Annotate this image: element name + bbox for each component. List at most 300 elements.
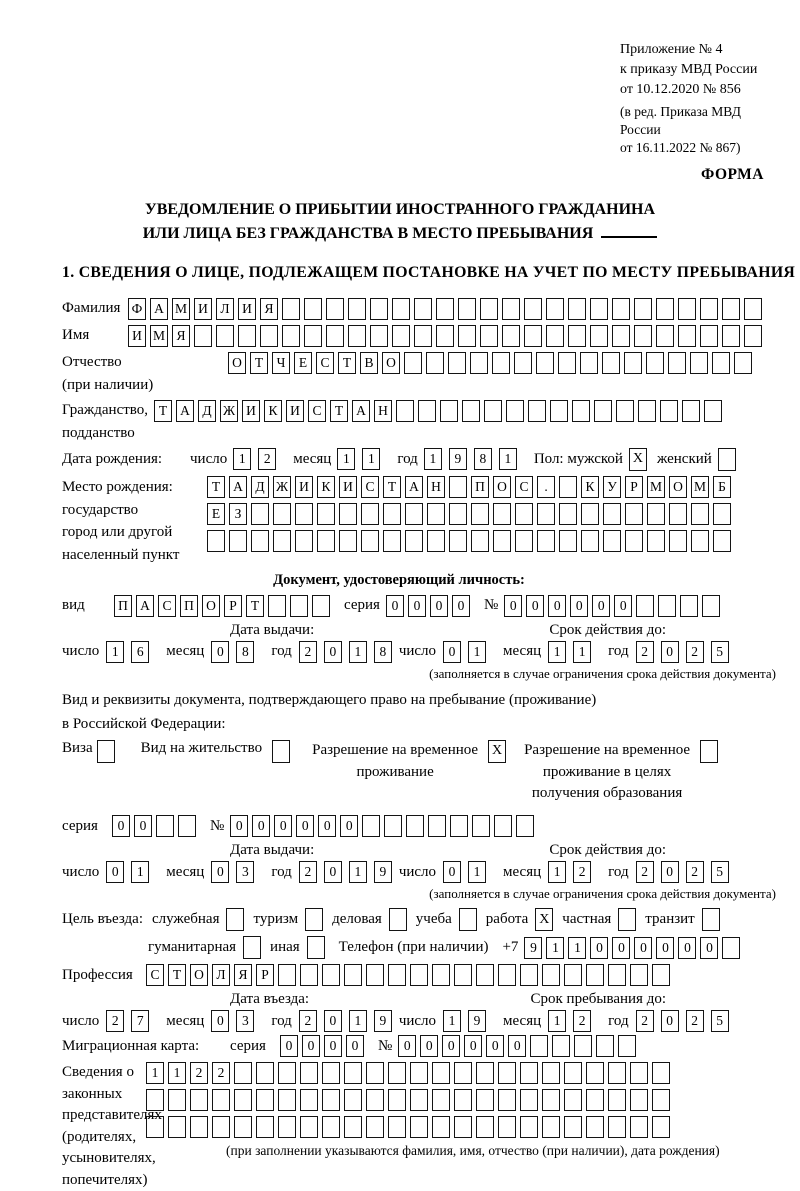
char-box[interactable] bbox=[476, 964, 494, 986]
char-box[interactable] bbox=[722, 298, 740, 320]
char-box[interactable]: С bbox=[146, 964, 164, 986]
char-box[interactable] bbox=[550, 400, 568, 422]
char-box[interactable] bbox=[559, 530, 577, 552]
char-box[interactable]: 0 bbox=[302, 1035, 320, 1057]
char-box[interactable]: Т bbox=[330, 400, 348, 422]
char-box[interactable]: 0 bbox=[211, 641, 229, 663]
residence-permit-checkbox[interactable] bbox=[272, 740, 290, 763]
char-box[interactable] bbox=[634, 325, 652, 347]
char-box[interactable] bbox=[194, 325, 212, 347]
char-box[interactable]: 8 bbox=[374, 641, 392, 663]
char-box[interactable] bbox=[546, 298, 564, 320]
char-box[interactable] bbox=[713, 503, 731, 525]
char-box[interactable] bbox=[586, 1089, 604, 1111]
purpose-transit-checkbox[interactable] bbox=[702, 908, 720, 931]
char-box[interactable]: 0 bbox=[398, 1035, 416, 1057]
char-box[interactable] bbox=[596, 1035, 614, 1057]
char-box[interactable]: 0 bbox=[230, 815, 248, 837]
char-box[interactable]: Б bbox=[713, 476, 731, 498]
char-box[interactable]: 9 bbox=[524, 937, 542, 959]
char-box[interactable] bbox=[602, 352, 620, 374]
char-box[interactable] bbox=[506, 400, 524, 422]
char-box[interactable] bbox=[344, 1089, 362, 1111]
char-box[interactable]: Т bbox=[246, 595, 264, 617]
char-box[interactable] bbox=[564, 1116, 582, 1138]
char-box[interactable] bbox=[669, 503, 687, 525]
char-box[interactable]: С bbox=[361, 476, 379, 498]
char-box[interactable] bbox=[472, 815, 490, 837]
char-box[interactable]: 0 bbox=[452, 595, 470, 617]
char-box[interactable] bbox=[630, 1089, 648, 1111]
char-box[interactable] bbox=[405, 503, 423, 525]
char-box[interactable] bbox=[216, 325, 234, 347]
char-box[interactable] bbox=[273, 530, 291, 552]
char-box[interactable]: 5 bbox=[711, 1010, 729, 1032]
char-box[interactable] bbox=[603, 503, 621, 525]
char-box[interactable] bbox=[537, 503, 555, 525]
char-box[interactable] bbox=[251, 530, 269, 552]
char-box[interactable] bbox=[458, 298, 476, 320]
char-box[interactable] bbox=[630, 964, 648, 986]
char-box[interactable] bbox=[454, 1089, 472, 1111]
char-box[interactable] bbox=[744, 325, 762, 347]
char-box[interactable] bbox=[564, 964, 582, 986]
char-box[interactable] bbox=[404, 352, 422, 374]
char-box[interactable] bbox=[564, 1089, 582, 1111]
char-box[interactable] bbox=[722, 937, 740, 959]
char-box[interactable] bbox=[586, 1062, 604, 1084]
char-box[interactable]: 0 bbox=[420, 1035, 438, 1057]
char-box[interactable]: 0 bbox=[280, 1035, 298, 1057]
char-box[interactable]: Т bbox=[383, 476, 401, 498]
char-box[interactable]: Д bbox=[251, 476, 269, 498]
char-box[interactable]: 0 bbox=[634, 937, 652, 959]
char-box[interactable] bbox=[278, 964, 296, 986]
char-box[interactable] bbox=[432, 1089, 450, 1111]
char-box[interactable]: А bbox=[405, 476, 423, 498]
char-box[interactable] bbox=[256, 1116, 274, 1138]
char-box[interactable] bbox=[234, 1089, 252, 1111]
char-box[interactable] bbox=[190, 1089, 208, 1111]
char-box[interactable]: 2 bbox=[573, 1010, 591, 1032]
char-box[interactable] bbox=[428, 815, 446, 837]
purpose-study-checkbox[interactable] bbox=[459, 908, 477, 931]
char-box[interactable]: 0 bbox=[443, 641, 461, 663]
char-box[interactable] bbox=[514, 352, 532, 374]
char-box[interactable]: 1 bbox=[548, 861, 566, 883]
char-box[interactable] bbox=[146, 1089, 164, 1111]
char-box[interactable] bbox=[361, 530, 379, 552]
char-box[interactable]: К bbox=[581, 476, 599, 498]
char-box[interactable]: 9 bbox=[468, 1010, 486, 1032]
char-box[interactable] bbox=[449, 476, 467, 498]
char-box[interactable] bbox=[608, 1116, 626, 1138]
char-box[interactable] bbox=[568, 325, 586, 347]
char-box[interactable] bbox=[608, 1062, 626, 1084]
char-box[interactable]: 2 bbox=[299, 1010, 317, 1032]
char-box[interactable] bbox=[581, 530, 599, 552]
char-box[interactable] bbox=[520, 964, 538, 986]
char-box[interactable] bbox=[405, 530, 423, 552]
char-box[interactable] bbox=[480, 325, 498, 347]
char-box[interactable] bbox=[700, 298, 718, 320]
char-box[interactable] bbox=[168, 1089, 186, 1111]
char-box[interactable] bbox=[383, 530, 401, 552]
char-box[interactable]: 0 bbox=[678, 937, 696, 959]
char-box[interactable]: Т bbox=[338, 352, 356, 374]
char-box[interactable] bbox=[476, 1116, 494, 1138]
char-box[interactable] bbox=[590, 325, 608, 347]
char-box[interactable] bbox=[492, 352, 510, 374]
char-box[interactable] bbox=[656, 298, 674, 320]
char-box[interactable] bbox=[384, 815, 402, 837]
char-box[interactable]: Л bbox=[216, 298, 234, 320]
char-box[interactable] bbox=[156, 815, 174, 837]
char-box[interactable]: 2 bbox=[686, 1010, 704, 1032]
char-box[interactable] bbox=[300, 1062, 318, 1084]
char-box[interactable]: 1 bbox=[146, 1062, 164, 1084]
char-box[interactable] bbox=[494, 815, 512, 837]
char-box[interactable]: 1 bbox=[548, 1010, 566, 1032]
char-box[interactable]: Н bbox=[427, 476, 445, 498]
char-box[interactable] bbox=[546, 325, 564, 347]
char-box[interactable]: 0 bbox=[508, 1035, 526, 1057]
char-box[interactable]: 1 bbox=[362, 448, 380, 470]
char-box[interactable]: К bbox=[317, 476, 335, 498]
char-box[interactable]: 7 bbox=[131, 1010, 149, 1032]
char-box[interactable] bbox=[361, 503, 379, 525]
temp-permit-checkbox[interactable]: X bbox=[488, 740, 506, 763]
char-box[interactable] bbox=[410, 1089, 428, 1111]
char-box[interactable] bbox=[612, 325, 630, 347]
char-box[interactable] bbox=[370, 325, 388, 347]
char-box[interactable] bbox=[432, 1116, 450, 1138]
char-box[interactable] bbox=[295, 530, 313, 552]
purpose-business-checkbox[interactable] bbox=[389, 908, 407, 931]
char-box[interactable] bbox=[476, 1062, 494, 1084]
char-box[interactable] bbox=[630, 1116, 648, 1138]
char-box[interactable] bbox=[630, 1062, 648, 1084]
char-box[interactable] bbox=[396, 400, 414, 422]
char-box[interactable]: 1 bbox=[468, 861, 486, 883]
char-box[interactable] bbox=[480, 298, 498, 320]
char-box[interactable] bbox=[520, 1089, 538, 1111]
char-box[interactable] bbox=[574, 1035, 592, 1057]
char-box[interactable]: 0 bbox=[661, 641, 679, 663]
char-box[interactable]: 2 bbox=[258, 448, 276, 470]
char-box[interactable] bbox=[744, 298, 762, 320]
char-box[interactable] bbox=[256, 1089, 274, 1111]
char-box[interactable] bbox=[178, 815, 196, 837]
char-box[interactable]: 0 bbox=[386, 595, 404, 617]
char-box[interactable]: 0 bbox=[443, 861, 461, 883]
char-box[interactable] bbox=[212, 1116, 230, 1138]
char-box[interactable]: 1 bbox=[337, 448, 355, 470]
char-box[interactable]: 9 bbox=[374, 861, 392, 883]
char-box[interactable]: 0 bbox=[590, 937, 608, 959]
char-box[interactable]: 2 bbox=[573, 861, 591, 883]
char-box[interactable] bbox=[410, 964, 428, 986]
char-box[interactable] bbox=[603, 530, 621, 552]
char-box[interactable] bbox=[366, 1116, 384, 1138]
char-box[interactable] bbox=[612, 298, 630, 320]
char-box[interactable] bbox=[471, 530, 489, 552]
char-box[interactable] bbox=[704, 400, 722, 422]
char-box[interactable] bbox=[542, 1116, 560, 1138]
char-box[interactable] bbox=[722, 325, 740, 347]
char-box[interactable] bbox=[572, 400, 590, 422]
char-box[interactable] bbox=[669, 530, 687, 552]
char-box[interactable]: И bbox=[238, 298, 256, 320]
char-box[interactable]: 0 bbox=[700, 937, 718, 959]
char-box[interactable]: Н bbox=[374, 400, 392, 422]
char-box[interactable] bbox=[564, 1062, 582, 1084]
char-box[interactable] bbox=[624, 352, 642, 374]
char-box[interactable] bbox=[388, 1116, 406, 1138]
char-box[interactable] bbox=[366, 1089, 384, 1111]
char-box[interactable] bbox=[678, 325, 696, 347]
char-box[interactable] bbox=[339, 530, 357, 552]
char-box[interactable]: 2 bbox=[636, 641, 654, 663]
char-box[interactable] bbox=[436, 325, 454, 347]
char-box[interactable] bbox=[502, 325, 520, 347]
char-box[interactable] bbox=[339, 503, 357, 525]
char-box[interactable] bbox=[282, 298, 300, 320]
char-box[interactable] bbox=[290, 595, 308, 617]
char-box[interactable] bbox=[734, 352, 752, 374]
char-box[interactable] bbox=[581, 503, 599, 525]
char-box[interactable]: 0 bbox=[296, 815, 314, 837]
char-box[interactable]: 2 bbox=[212, 1062, 230, 1084]
char-box[interactable]: Р bbox=[224, 595, 242, 617]
purpose-tourism-checkbox[interactable] bbox=[305, 908, 323, 931]
char-box[interactable]: 1 bbox=[424, 448, 442, 470]
char-box[interactable]: 0 bbox=[112, 815, 130, 837]
char-box[interactable] bbox=[418, 400, 436, 422]
char-box[interactable]: 0 bbox=[464, 1035, 482, 1057]
char-box[interactable]: М bbox=[691, 476, 709, 498]
char-box[interactable] bbox=[493, 530, 511, 552]
char-box[interactable] bbox=[212, 1089, 230, 1111]
char-box[interactable] bbox=[344, 1062, 362, 1084]
edu-permit-checkbox[interactable] bbox=[700, 740, 718, 763]
char-box[interactable]: 0 bbox=[134, 815, 152, 837]
char-box[interactable]: 0 bbox=[504, 595, 522, 617]
char-box[interactable] bbox=[278, 1062, 296, 1084]
char-box[interactable]: О bbox=[228, 352, 246, 374]
char-box[interactable]: О bbox=[493, 476, 511, 498]
char-box[interactable]: 1 bbox=[349, 861, 367, 883]
char-box[interactable] bbox=[618, 1035, 636, 1057]
char-box[interactable]: 0 bbox=[430, 595, 448, 617]
char-box[interactable]: Т bbox=[154, 400, 172, 422]
char-box[interactable] bbox=[300, 1116, 318, 1138]
char-box[interactable] bbox=[638, 400, 656, 422]
char-box[interactable] bbox=[493, 503, 511, 525]
char-box[interactable] bbox=[590, 298, 608, 320]
char-box[interactable]: Л bbox=[212, 964, 230, 986]
char-box[interactable]: П bbox=[114, 595, 132, 617]
char-box[interactable]: Я bbox=[172, 325, 190, 347]
char-box[interactable]: И bbox=[339, 476, 357, 498]
char-box[interactable]: 0 bbox=[324, 1010, 342, 1032]
char-box[interactable] bbox=[370, 298, 388, 320]
char-box[interactable]: Т bbox=[207, 476, 225, 498]
char-box[interactable] bbox=[542, 1089, 560, 1111]
char-box[interactable]: Ч bbox=[272, 352, 290, 374]
char-box[interactable] bbox=[454, 964, 472, 986]
visa-checkbox[interactable] bbox=[97, 740, 115, 763]
char-box[interactable]: М bbox=[647, 476, 665, 498]
char-box[interactable]: 2 bbox=[106, 1010, 124, 1032]
char-box[interactable]: С bbox=[316, 352, 334, 374]
char-box[interactable] bbox=[450, 815, 468, 837]
char-box[interactable] bbox=[348, 298, 366, 320]
char-box[interactable] bbox=[537, 530, 555, 552]
char-box[interactable] bbox=[713, 530, 731, 552]
char-box[interactable] bbox=[326, 298, 344, 320]
char-box[interactable] bbox=[282, 325, 300, 347]
char-box[interactable]: О bbox=[190, 964, 208, 986]
char-box[interactable] bbox=[542, 1062, 560, 1084]
char-box[interactable]: 2 bbox=[299, 641, 317, 663]
char-box[interactable]: 3 bbox=[236, 861, 254, 883]
char-box[interactable] bbox=[471, 503, 489, 525]
char-box[interactable]: 1 bbox=[568, 937, 586, 959]
char-box[interactable]: И bbox=[194, 298, 212, 320]
char-box[interactable]: П bbox=[471, 476, 489, 498]
char-box[interactable]: 1 bbox=[548, 641, 566, 663]
char-box[interactable]: 1 bbox=[106, 641, 124, 663]
char-box[interactable] bbox=[295, 503, 313, 525]
char-box[interactable] bbox=[524, 325, 542, 347]
char-box[interactable] bbox=[520, 1062, 538, 1084]
char-box[interactable] bbox=[625, 530, 643, 552]
char-box[interactable] bbox=[436, 298, 454, 320]
char-box[interactable]: 0 bbox=[570, 595, 588, 617]
char-box[interactable] bbox=[702, 595, 720, 617]
char-box[interactable] bbox=[256, 1062, 274, 1084]
char-box[interactable] bbox=[462, 400, 480, 422]
char-box[interactable] bbox=[652, 1116, 670, 1138]
char-box[interactable] bbox=[260, 325, 278, 347]
char-box[interactable]: Ж bbox=[273, 476, 291, 498]
char-box[interactable] bbox=[406, 815, 424, 837]
char-box[interactable] bbox=[458, 325, 476, 347]
char-box[interactable] bbox=[530, 1035, 548, 1057]
char-box[interactable]: . bbox=[537, 476, 555, 498]
char-box[interactable] bbox=[322, 1089, 340, 1111]
char-box[interactable]: С bbox=[308, 400, 326, 422]
char-box[interactable]: Ф bbox=[128, 298, 146, 320]
char-box[interactable]: 9 bbox=[449, 448, 467, 470]
char-box[interactable] bbox=[498, 964, 516, 986]
char-box[interactable] bbox=[273, 503, 291, 525]
char-box[interactable]: 5 bbox=[711, 641, 729, 663]
purpose-work-checkbox[interactable]: X bbox=[535, 908, 553, 931]
char-box[interactable] bbox=[383, 503, 401, 525]
char-box[interactable] bbox=[207, 530, 225, 552]
char-box[interactable] bbox=[146, 1116, 164, 1138]
char-box[interactable]: 0 bbox=[106, 861, 124, 883]
char-box[interactable] bbox=[552, 1035, 570, 1057]
char-box[interactable] bbox=[476, 1089, 494, 1111]
char-box[interactable] bbox=[646, 352, 664, 374]
char-box[interactable]: Р bbox=[256, 964, 274, 986]
char-box[interactable]: 2 bbox=[686, 861, 704, 883]
char-box[interactable]: 1 bbox=[349, 1010, 367, 1032]
char-box[interactable] bbox=[528, 400, 546, 422]
char-box[interactable] bbox=[234, 1062, 252, 1084]
char-box[interactable] bbox=[251, 503, 269, 525]
char-box[interactable]: 1 bbox=[468, 641, 486, 663]
char-box[interactable] bbox=[344, 964, 362, 986]
char-box[interactable] bbox=[680, 595, 698, 617]
char-box[interactable]: Д bbox=[198, 400, 216, 422]
char-box[interactable] bbox=[586, 964, 604, 986]
purpose-other-checkbox[interactable] bbox=[307, 936, 325, 959]
char-box[interactable]: 5 bbox=[711, 861, 729, 883]
char-box[interactable] bbox=[542, 964, 560, 986]
char-box[interactable]: 2 bbox=[299, 861, 317, 883]
char-box[interactable]: 0 bbox=[340, 815, 358, 837]
char-box[interactable] bbox=[498, 1116, 516, 1138]
char-box[interactable]: О bbox=[202, 595, 220, 617]
purpose-humanitarian-checkbox[interactable] bbox=[243, 936, 261, 959]
char-box[interactable]: М bbox=[150, 325, 168, 347]
char-box[interactable]: 1 bbox=[168, 1062, 186, 1084]
char-box[interactable] bbox=[498, 1062, 516, 1084]
char-box[interactable] bbox=[300, 1089, 318, 1111]
char-box[interactable]: 0 bbox=[252, 815, 270, 837]
char-box[interactable] bbox=[691, 530, 709, 552]
char-box[interactable]: Е bbox=[207, 503, 225, 525]
char-box[interactable]: 3 bbox=[236, 1010, 254, 1032]
char-box[interactable] bbox=[190, 1116, 208, 1138]
char-box[interactable] bbox=[278, 1089, 296, 1111]
char-box[interactable] bbox=[668, 352, 686, 374]
char-box[interactable]: 0 bbox=[526, 595, 544, 617]
char-box[interactable]: А bbox=[229, 476, 247, 498]
char-box[interactable] bbox=[524, 298, 542, 320]
char-box[interactable]: 1 bbox=[443, 1010, 461, 1032]
char-box[interactable]: Р bbox=[625, 476, 643, 498]
char-box[interactable] bbox=[712, 352, 730, 374]
char-box[interactable] bbox=[536, 352, 554, 374]
char-box[interactable] bbox=[366, 1062, 384, 1084]
char-box[interactable] bbox=[410, 1116, 428, 1138]
char-box[interactable]: З bbox=[229, 503, 247, 525]
char-box[interactable] bbox=[427, 503, 445, 525]
char-box[interactable] bbox=[616, 400, 634, 422]
char-box[interactable] bbox=[392, 325, 410, 347]
char-box[interactable]: А bbox=[136, 595, 154, 617]
char-box[interactable] bbox=[516, 815, 534, 837]
char-box[interactable]: О bbox=[382, 352, 400, 374]
char-box[interactable] bbox=[652, 1089, 670, 1111]
char-box[interactable] bbox=[326, 325, 344, 347]
char-box[interactable] bbox=[682, 400, 700, 422]
male-checkbox[interactable]: X bbox=[629, 448, 647, 471]
char-box[interactable] bbox=[558, 352, 576, 374]
char-box[interactable] bbox=[304, 325, 322, 347]
char-box[interactable]: 0 bbox=[656, 937, 674, 959]
char-box[interactable]: А bbox=[150, 298, 168, 320]
char-box[interactable]: С bbox=[515, 476, 533, 498]
char-box[interactable]: 1 bbox=[573, 641, 591, 663]
char-box[interactable] bbox=[454, 1116, 472, 1138]
char-box[interactable]: О bbox=[669, 476, 687, 498]
